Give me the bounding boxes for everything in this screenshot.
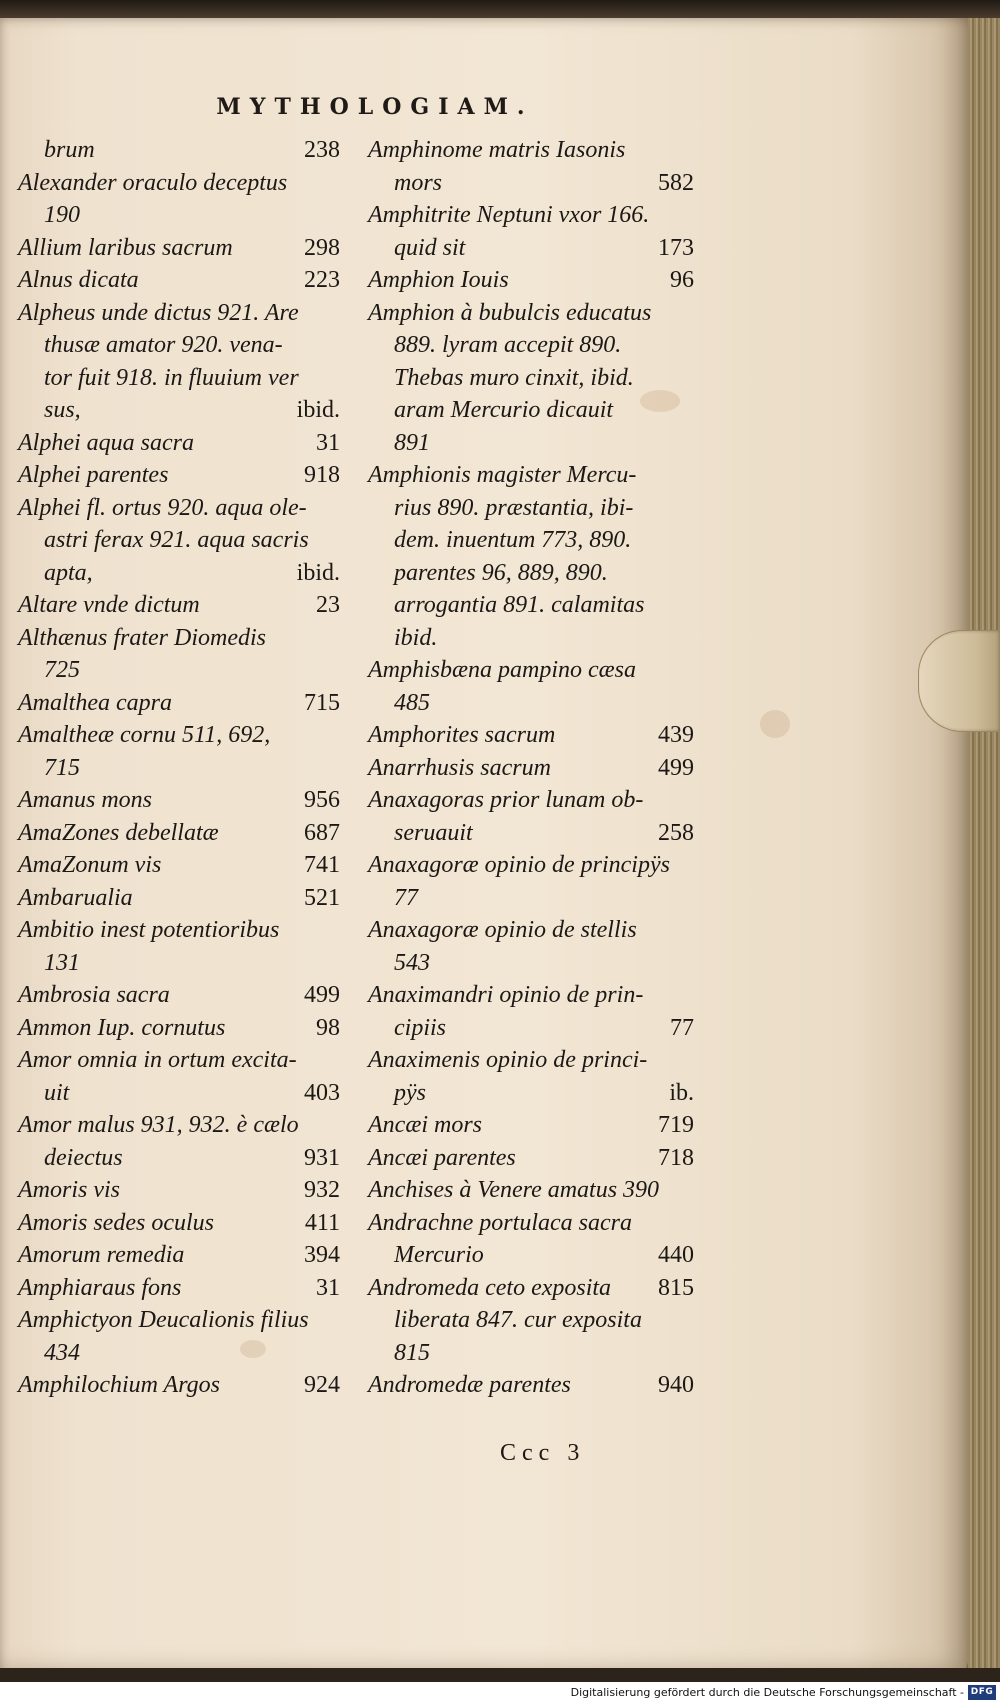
index-entry-text: thusæ amator 920. vena- (44, 332, 283, 358)
index-entry-text: liberata 847. cur exposita (394, 1307, 642, 1333)
index-entry-text: 725 (44, 657, 80, 683)
index-entry (18, 1012, 340, 1045)
index-entry-text: Anaxagoras prior lunam ob- (368, 787, 644, 813)
index-entry (368, 1012, 694, 1045)
index-entry-text: Alnus dicata (18, 267, 139, 293)
running-head: MYTHOLOGIAM. (216, 94, 534, 120)
index-entry-page: 815 (658, 1274, 694, 1301)
index-entry-text: Ambarualia (18, 884, 133, 911)
index-entry (368, 264, 694, 297)
index-entry-text: aram Mercurio dicauit (394, 397, 614, 423)
index-entry-text: Ancæi parentes (368, 1144, 516, 1171)
index-entry (18, 752, 340, 785)
index-entry-text: Amphisbæna pampino cæsa (368, 657, 637, 683)
index-entry (18, 329, 340, 362)
index-entry-text: astri ferax 921. aqua sacris (44, 527, 309, 553)
index-entry (18, 1337, 340, 1370)
index-entry-text: Alphei parentes (18, 462, 169, 488)
index-entry-page: 223 (304, 267, 340, 293)
index-entry (368, 297, 694, 330)
index-entry-text: Amphitrite Neptuni vxor 166. (368, 202, 650, 228)
index-entry (368, 752, 694, 785)
index-entry-text: 891 (394, 429, 430, 456)
index-entry-page: 932 (304, 1177, 340, 1203)
index-entry (18, 1304, 340, 1337)
index-entry (18, 427, 340, 460)
index-entry (18, 134, 340, 167)
index-entry (368, 914, 694, 947)
index-entry (368, 947, 694, 980)
index-entry (368, 1142, 694, 1175)
index-entry (368, 459, 694, 492)
index-entry (18, 394, 340, 427)
index-entry-page: ibid. (296, 397, 340, 423)
index-entry-text: 543 (394, 949, 430, 976)
index-entry (368, 134, 694, 167)
index-entry (18, 1369, 340, 1402)
index-entry (368, 1239, 694, 1272)
index-entry-text: Amphiaraus fons (18, 1274, 182, 1301)
index-entry (368, 362, 694, 395)
index-entry (18, 589, 340, 622)
signature-mark: Ccc 3 (500, 1440, 586, 1466)
index-column-left (18, 134, 340, 1402)
index-entry-page: 715 (304, 689, 340, 716)
index-entry (18, 199, 340, 232)
index-entry-text: Alphei aqua sacra (18, 429, 194, 456)
index-entry (368, 882, 694, 915)
index-entry (368, 329, 694, 362)
index-entry (18, 1077, 340, 1110)
index-entry-text: Alexander oraculo deceptus (18, 169, 288, 196)
index-entry (18, 264, 340, 297)
index-entry (368, 719, 694, 752)
index-entry-page: 440 (658, 1242, 694, 1268)
index-entry-page: 718 (658, 1144, 694, 1171)
index-entry-page: 411 (304, 1209, 340, 1236)
book-edge-bottom (0, 1668, 1000, 1682)
index-entry-text: Amoris vis (18, 1177, 120, 1203)
index-entry-page: 258 (658, 819, 694, 846)
index-entry (368, 784, 694, 817)
index-entry-text: Althænus frater Diomedis (18, 624, 267, 651)
index-entry-text: Anaximenis opinio de princi- (368, 1047, 648, 1073)
index-entry-text: Amoris sedes oculus (18, 1209, 214, 1236)
index-entry-text: deiectus (44, 1144, 123, 1171)
index-entry-text: Amphilochium Argos (18, 1372, 220, 1398)
index-entry (18, 232, 340, 265)
index-entry-text: 77 (394, 884, 418, 911)
index-entry (368, 1207, 694, 1240)
index-entry-page: 31 (316, 429, 340, 456)
index-entry (368, 849, 694, 882)
index-entry-text: quid sit (394, 234, 466, 261)
index-entry-text: Anaximandri opinio de prin- (368, 982, 644, 1008)
index-entry-text: Amorum remedia (18, 1242, 185, 1268)
index-entry (18, 459, 340, 492)
index-entry (368, 979, 694, 1012)
index-entry-page: 439 (658, 722, 694, 748)
index-entry (18, 1272, 340, 1305)
index-entry-text: Andrachne portulaca sacra (368, 1209, 632, 1236)
index-entry (368, 1077, 694, 1110)
index-entry-page: 687 (304, 819, 340, 846)
index-entry (368, 232, 694, 265)
index-entry-text: brum (44, 137, 95, 163)
index-entry-page: 98 (316, 1014, 340, 1041)
index-entry-text: arrogantia 891. calamitas (394, 592, 645, 618)
index-entry-text: Anarrhusis sacrum (368, 754, 551, 781)
index-entry (18, 1044, 340, 1077)
index-entry-text: 485 (394, 689, 430, 716)
index-entry (368, 589, 694, 622)
index-entry-page: 31 (316, 1274, 340, 1301)
index-entry-page: 403 (304, 1079, 340, 1106)
index-entry-text: Amanus mons (18, 787, 153, 813)
index-entry (368, 394, 694, 427)
index-entry-text: Amphionis magister Mercu- (368, 462, 637, 488)
index-entry-text: seruauit (394, 819, 473, 846)
index-entry-text: Ammon Iup. cornutus (18, 1014, 226, 1041)
index-entry (18, 557, 340, 590)
index-entry (368, 1304, 694, 1337)
index-entry-page: ib. (669, 1079, 694, 1106)
index-entry-text: dem. inuentum 773, 890. (394, 527, 632, 553)
index-entry (18, 524, 340, 557)
index-entry-text: Anchises à Venere amatus 390 (368, 1177, 660, 1203)
index-entry (18, 297, 340, 330)
index-entry-page: 719 (658, 1112, 694, 1138)
dfg-logo: DFG (968, 1685, 996, 1700)
index-entry-page: 298 (304, 234, 340, 261)
index-entry-text: Ambrosia sacra (18, 982, 170, 1008)
index-entry-page: 173 (658, 234, 694, 261)
index-entry (18, 1174, 340, 1207)
index-entry (368, 427, 694, 460)
index-entry (18, 947, 340, 980)
index-entry-text: Ambitio inest potentioribus (18, 917, 280, 943)
index-entry-page: 23 (316, 592, 340, 618)
index-entry-text: AmaZonum vis (18, 852, 162, 878)
index-entry-text: Amphictyon Deucalionis filius (18, 1307, 309, 1333)
index-entry-text: Alphei fl. ortus 920. aqua ole- (18, 494, 307, 521)
index-entry-text: rius 890. præstantia, ibi- (394, 494, 634, 521)
book-edge-top (0, 0, 1000, 18)
index-entry-text: uit (44, 1079, 70, 1106)
index-entry-page: 956 (304, 787, 340, 813)
index-entry-text: Amphion Iouis (368, 267, 509, 293)
index-entry-text: tor fuit 918. in fluuium ver (44, 364, 299, 391)
index-entry (368, 557, 694, 590)
index-entry-text: AmaZones debellatæ (18, 819, 219, 846)
index-entry (368, 817, 694, 850)
index-entry-text: Thebas muro cinxit, ibid. (394, 364, 634, 391)
index-entry-text: 434 (44, 1339, 80, 1366)
index-entry (18, 654, 340, 687)
index-entry (368, 1109, 694, 1142)
index-entry (18, 1142, 340, 1175)
index-entry (368, 1044, 694, 1077)
index-entry (18, 849, 340, 882)
index-entry (368, 1337, 694, 1370)
bookmark-tab (918, 630, 1000, 732)
index-entry-page: 918 (304, 462, 340, 488)
index-column-right (368, 134, 694, 1402)
index-entry-text: Amor omnia in ortum excita- (18, 1047, 297, 1073)
index-entry-text: 190 (44, 202, 80, 228)
index-entry (368, 1272, 694, 1305)
index-entry (368, 1369, 694, 1402)
index-entry-page: 940 (658, 1372, 694, 1398)
index-entry (18, 362, 340, 395)
index-entry-text: Altare vnde dictum (18, 592, 200, 618)
index-entry (18, 1109, 340, 1142)
index-entry-text: Anaxagoræ opinio de stellis (368, 917, 637, 943)
index-entry-text: Mercurio (394, 1242, 484, 1268)
index-entry-text: 815 (394, 1339, 430, 1366)
index-entry (368, 167, 694, 200)
index-entry (18, 492, 340, 525)
index-entry-page: 582 (658, 169, 694, 196)
index-entry-text: Amalthea capra (18, 689, 172, 716)
index-entry (18, 817, 340, 850)
index-entry-page: 924 (304, 1372, 340, 1398)
index-entry-text: Amphion à bubulcis educatus (368, 299, 652, 326)
index-entry-text: Anaxagoræ opinio de principÿs (368, 852, 670, 878)
index-entry (368, 492, 694, 525)
index-entry-text: Andromedæ parentes (368, 1372, 571, 1398)
index-entry-text: Allium laribus sacrum (18, 234, 233, 261)
index-entry-text: parentes 96, 889, 890. (394, 559, 608, 586)
index-entry-text: 715 (44, 754, 80, 781)
index-entry-text: apta, (44, 559, 93, 586)
index-entry (368, 1174, 694, 1207)
footer-credit: Digitalisierung gefördert durch die Deutsche Forschungsgemeinschaft - (570, 1686, 964, 1699)
index-entry-text: mors (394, 169, 443, 196)
index-entry-text: pÿs (394, 1079, 426, 1106)
paper-stain (760, 710, 790, 738)
index-entry-text: cipiis (394, 1014, 446, 1041)
index-entry-text: Amor malus 931, 932. è cælo (18, 1112, 299, 1138)
index-entry (368, 687, 694, 720)
index-entry (18, 914, 340, 947)
index-entry (18, 1239, 340, 1272)
index-entry-text: Andromeda ceto exposita (368, 1274, 612, 1301)
index-entry-text: 889. lyram accepit 890. (394, 332, 622, 358)
index-entry-page: ibid. (296, 559, 340, 586)
index-entry-page: 521 (304, 884, 340, 911)
index-entry-text: Amphorites sacrum (368, 722, 556, 748)
index-entry (18, 784, 340, 817)
index-entry-page: 238 (304, 137, 340, 163)
index-entry (18, 1207, 340, 1240)
index-entry (368, 524, 694, 557)
index-entry-page: 77 (670, 1014, 694, 1041)
index-entry-page: 499 (658, 754, 694, 781)
index-entry (368, 622, 694, 655)
footer-bar (0, 1682, 1000, 1704)
index-entry (368, 199, 694, 232)
index-entry-text: Ancæi mors (368, 1112, 482, 1138)
index-entry-text: Amaltheæ cornu 511, 692, (18, 722, 271, 748)
index-entry-text: 131 (44, 949, 80, 976)
index-entry (18, 719, 340, 752)
index-entry-text: Alpheus unde dictus 921. Are (18, 299, 299, 326)
index-entry (18, 622, 340, 655)
index-entry (18, 687, 340, 720)
index-entry-text: sus, (44, 397, 81, 423)
index-entry (18, 979, 340, 1012)
index-entry-page: 499 (304, 982, 340, 1008)
index-entry-page: 741 (304, 852, 340, 878)
index-entry-page: 931 (304, 1144, 340, 1171)
index-entry (18, 882, 340, 915)
index-entry-text: Amphinome matris Iasonis (368, 137, 626, 163)
index-entry-page: 96 (670, 267, 694, 293)
index-entry-page: 394 (304, 1242, 340, 1268)
index-entry-text: ibid. (394, 624, 438, 651)
index-entry (18, 167, 340, 200)
index-entry (368, 654, 694, 687)
